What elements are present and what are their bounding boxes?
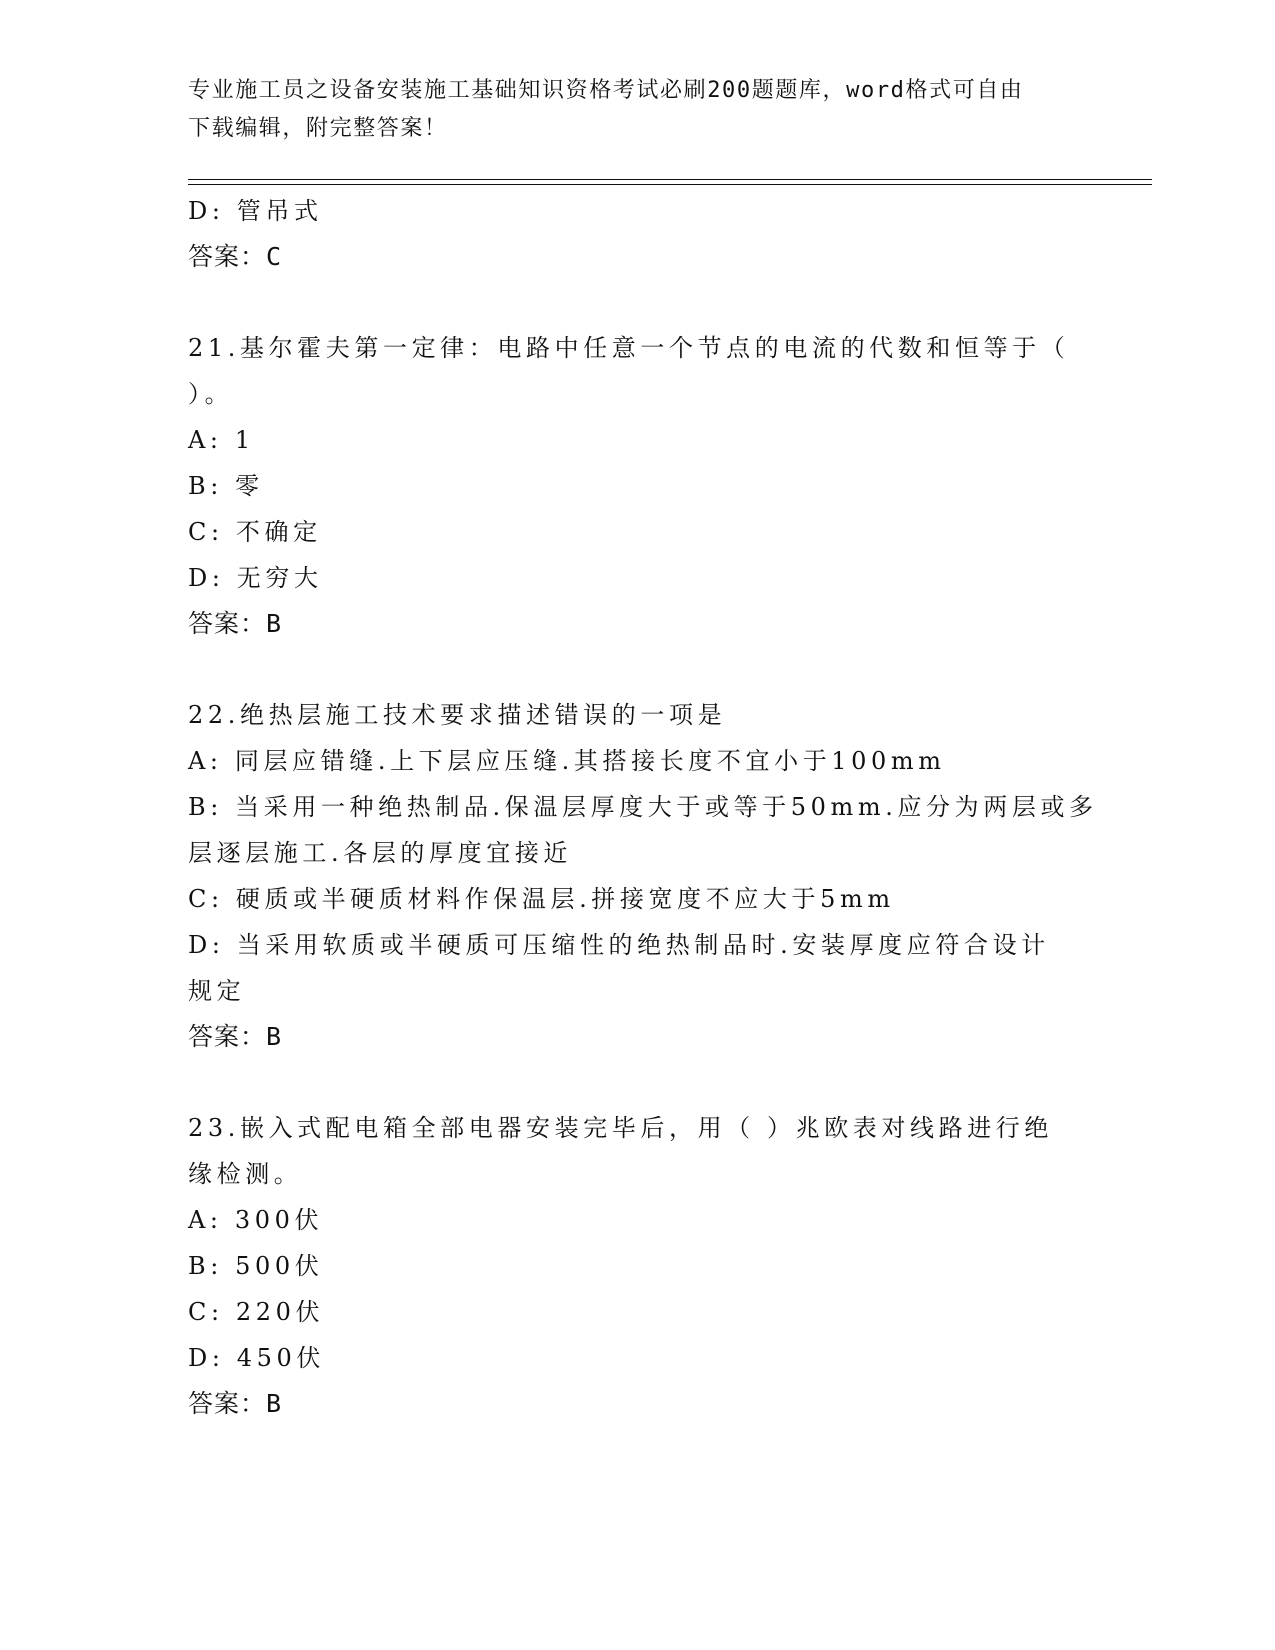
answer-line: 答案：B — [188, 1389, 283, 1418]
option-c: C: 硬质或半硬质材料作保温层.拼接宽度不应大于5mm — [188, 885, 895, 913]
header-line-2: 下载编辑，附完整答案！ — [188, 116, 448, 141]
option-a: A: 300伏 — [188, 1206, 324, 1234]
header-line-1: 专业施工员之设备安装施工基础知识资格考试必刷200题题库，word格式可自由 — [188, 78, 1024, 103]
question-22 — [188, 692, 1098, 1060]
question-21 — [188, 325, 1088, 647]
option-d-continued: 规定 — [188, 977, 246, 1005]
option-d: D: 当采用软质或半硬质可压缩性的绝热制品时.安装厚度应符合设计 — [188, 931, 1050, 959]
option-c: C: 不确定 — [188, 518, 322, 546]
option-a: A: 同层应错缝.上下层应压缝.其搭接长度不宜小于100mm — [188, 747, 946, 775]
option-b: B: 零 — [188, 472, 264, 500]
option-a: A: 1 — [188, 426, 255, 454]
option-d: D: 管吊式 — [188, 197, 323, 225]
answer-line: 答案：B — [188, 609, 283, 638]
question-23 — [188, 1105, 1088, 1427]
question-stem-continued: ）。 — [188, 380, 234, 408]
question-stem: 23.嵌入式配电箱全部电器安装完毕后，用（ ）兆欧表对线路进行绝 — [188, 1114, 1053, 1142]
option-b: B: 当采用一种绝热制品.保温层厚度大于或等于50mm.应分为两层或多 — [188, 793, 1098, 821]
option-b-continued: 层逐层施工.各层的厚度宜接近 — [188, 839, 573, 867]
option-b: B: 500伏 — [188, 1252, 324, 1280]
document-body — [188, 188, 1098, 1427]
header-rule-top — [188, 179, 1152, 180]
answer-line: 答案：C — [188, 242, 283, 271]
question-stem: 21.基尔霍夫第一定律：电路中任意一个节点的电流的代数和恒等于（ — [188, 334, 1070, 362]
document-header — [188, 72, 1078, 148]
question-stem-continued: 缘检测。 — [188, 1160, 303, 1188]
option-d: D: 无穷大 — [188, 564, 323, 592]
option-d: D: 450伏 — [188, 1344, 325, 1372]
option-c: C: 220伏 — [188, 1298, 325, 1326]
answer-line: 答案：B — [188, 1022, 283, 1051]
question-stem: 22.绝热层施工技术要求描述错误的一项是 — [188, 701, 727, 729]
header-rule-bottom — [188, 184, 1152, 185]
previous-question-tail — [188, 188, 1088, 280]
